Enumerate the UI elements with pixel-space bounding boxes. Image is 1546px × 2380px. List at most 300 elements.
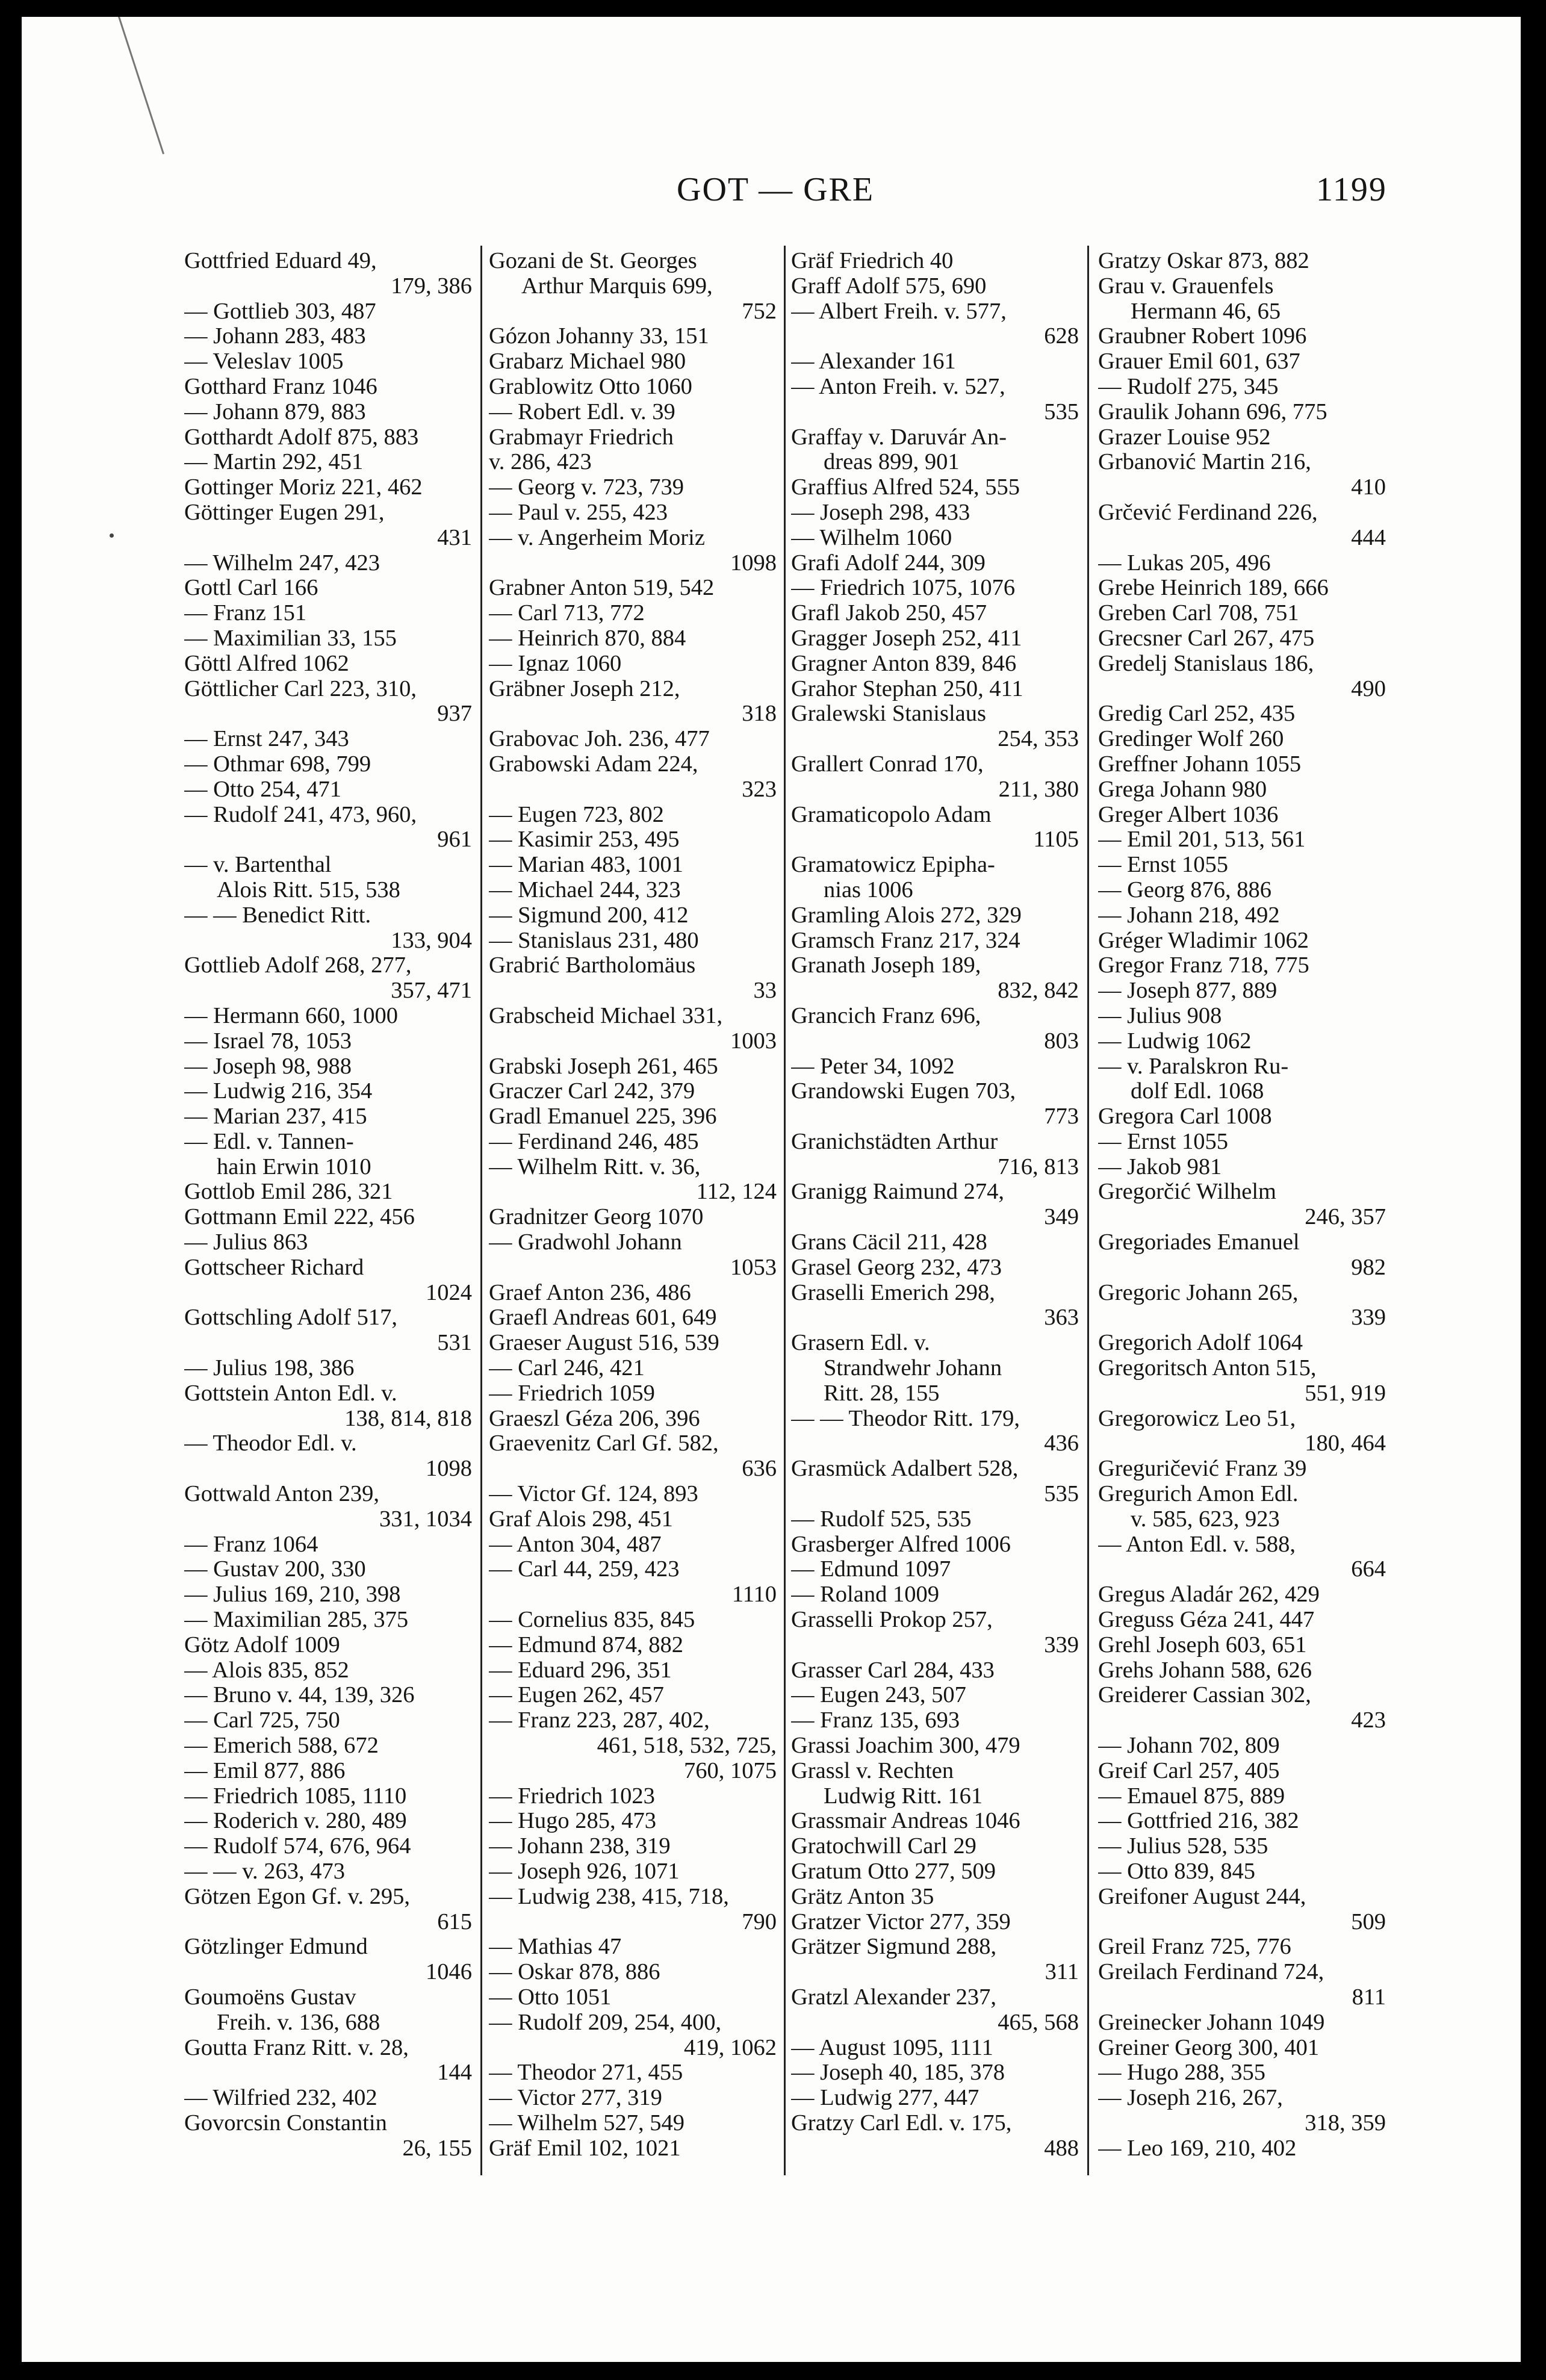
index-entry: [791, 1406, 1079, 1432]
index-entry: [489, 803, 777, 828]
index-entry-text: Freih. v. 136, 688: [217, 2010, 380, 2035]
index-entry: [184, 475, 472, 500]
index-entry-text: Gramaticopolo Adam: [791, 802, 992, 827]
index-entry-text: — Edmund 1097: [791, 1557, 951, 1582]
index-entry-text: Göttlicher Carl 223, 310,: [184, 676, 417, 701]
index-entry-text: 811: [1352, 1984, 1386, 2010]
index-entry-text: Grafl Jakob 250, 457: [791, 601, 987, 626]
index-entry: [1098, 1859, 1386, 1884]
index-entry-text: Grallert Conrad 170,: [791, 751, 984, 777]
index-entry: [489, 1884, 777, 1910]
index-entry-text: — Johann 283, 483: [184, 324, 366, 349]
index-entry-text: Gramsch Franz 217, 324: [791, 928, 1020, 953]
index-entry: [184, 1834, 472, 1859]
index-entry: [489, 1557, 777, 1582]
index-entry: [184, 2111, 472, 2136]
index-entry: [184, 1431, 472, 1456]
index-entry-text: Greilach Ferdinand 724,: [1098, 1960, 1324, 1985]
index-entry-text: Gramling Alois 272, 329: [791, 903, 1022, 928]
index-entry-text: v. 286, 423: [489, 450, 592, 475]
index-entry-text: — Mathias 47: [489, 1934, 622, 1960]
index-entry-text: 410: [1351, 475, 1386, 500]
index-entry: [791, 1910, 1079, 1935]
index-entry-text: 33: [753, 978, 777, 1004]
index-entry-text: Greinecker Johann 1049: [1098, 2010, 1325, 2035]
index-entry-text: — Sigmund 200, 412: [489, 903, 689, 928]
index-entry-text: Grancich Franz 696,: [791, 1003, 981, 1028]
index-entry-text: Gottlob Emil 286, 321: [184, 1179, 393, 1205]
index-entry: [489, 1507, 777, 1532]
index-entry: [184, 1155, 472, 1180]
index-entry-text: — Gottlieb 303, 487: [184, 299, 376, 324]
index-entry-text: — Eugen 723, 802: [489, 802, 664, 827]
index-entry-text: 339: [1351, 1305, 1386, 1331]
index-entry: [489, 1608, 777, 1633]
index-entry: [1098, 1985, 1386, 2010]
index-entry: [184, 1960, 472, 1985]
index-entry: [1098, 551, 1386, 576]
index-entry-text: — Rudolf 241, 473, 960,: [184, 802, 417, 827]
index-entry: [791, 526, 1079, 551]
index-entry: [489, 500, 777, 526]
index-entry-text: Grasel Georg 232, 473: [791, 1255, 1002, 1280]
index-entry-text: Grans Cäcil 211, 428: [791, 1230, 987, 1255]
index-entry-text: Grazer Louise 952: [1098, 424, 1271, 450]
index-entry-text: — Maximilian 33, 155: [184, 626, 397, 651]
index-entry: [1098, 903, 1386, 928]
index-entry: [791, 1784, 1079, 1809]
index-entry-text: Graeser August 516, 539: [489, 1331, 719, 1356]
index-entry: [1098, 576, 1386, 601]
index-entry: [791, 475, 1079, 500]
index-entry-text: — Robert Edl. v. 39: [489, 399, 675, 424]
index-entry-text: Gräf Emil 102, 1021: [489, 2136, 681, 2161]
index-entry: [489, 1305, 777, 1331]
index-entry-text: 363: [1044, 1305, 1079, 1331]
index-entry-text: Grabovac Joh. 236, 477: [489, 727, 710, 752]
index-entry: [791, 1305, 1079, 1331]
index-entry-text: — Gottfried 216, 382: [1098, 1809, 1299, 1834]
index-entry-text: — Ernst 1055: [1098, 1129, 1229, 1154]
index-entry-text: Grabarz Michael 980: [489, 349, 686, 374]
index-entry-text: — Albert Freih. v. 577,: [791, 299, 1007, 324]
index-entry: [184, 400, 472, 425]
index-entry: [791, 701, 1079, 727]
index-entry: [489, 752, 777, 777]
index-entry-text: — Othmar 698, 799: [184, 751, 371, 777]
index-entry: [1098, 1608, 1386, 1633]
index-entry-text: Graevenitz Carl Gf. 582,: [489, 1431, 719, 1456]
index-entry: [791, 2036, 1079, 2061]
index-entry: [184, 1884, 472, 1910]
index-entry-text: — Edmund 874, 882: [489, 1632, 683, 1658]
index-entry: [791, 1179, 1079, 1205]
index-entry: [1098, 2036, 1386, 2061]
index-entry-text: Grandowski Eugen 703,: [791, 1079, 1016, 1104]
index-entry: [791, 1859, 1079, 1884]
index-entry: [791, 1658, 1079, 1683]
index-entry-text: Granichstädten Arthur: [791, 1129, 998, 1154]
index-entry-text: — Otto 839, 845: [1098, 1859, 1255, 1884]
index-entry: [791, 1507, 1079, 1532]
index-entry: [489, 400, 777, 425]
index-entry-text: 179, 386: [391, 273, 472, 299]
index-entry-text: Grau v. Grauenfels: [1098, 273, 1274, 299]
index-entry-text: Graczer Carl 242, 379: [489, 1079, 695, 1104]
index-entry-text: Gredelj Stanislaus 186,: [1098, 651, 1314, 676]
index-entry: [184, 1456, 472, 1482]
index-entry-text: dreas 899, 901: [824, 450, 960, 475]
margin-dot: [110, 533, 114, 538]
index-entry-text: — Oskar 878, 886: [489, 1960, 660, 1985]
index-entry: [1098, 2010, 1386, 2036]
index-entry: [791, 1331, 1079, 1356]
index-entry: [489, 1934, 777, 1960]
index-entry: [1098, 299, 1386, 325]
index-entry-text: Grabrić Bartholomäus: [489, 953, 696, 978]
index-entry-text: — Stanislaus 231, 480: [489, 928, 699, 953]
index-entry: [184, 2036, 472, 2061]
index-entry-text: Grecsner Carl 267, 475: [1098, 626, 1315, 651]
index-entry-text: 318: [742, 701, 777, 727]
index-entry: [791, 249, 1079, 274]
index-entry-text: 246, 357: [1305, 1205, 1386, 1230]
index-entry-text: — Wilhelm Ritt. v. 36,: [489, 1154, 701, 1179]
index-entry: [1098, 626, 1386, 651]
index-entry: [791, 2086, 1079, 2111]
index-entry: [1098, 1784, 1386, 1809]
index-entry: [791, 978, 1079, 1004]
index-entry-text: 133, 904: [391, 928, 472, 953]
index-entry: [1098, 1482, 1386, 1507]
index-entry-text: 444: [1351, 525, 1386, 550]
index-entry-text: — Alexander 161: [791, 349, 956, 374]
index-entry-text: Grasser Carl 284, 433: [791, 1658, 995, 1683]
index-entry: [184, 2060, 472, 2086]
index-entry: [791, 299, 1079, 325]
index-entry-text: — Cornelius 835, 845: [489, 1608, 695, 1633]
index-entry: [489, 903, 777, 928]
index-entry: [489, 1960, 777, 1985]
index-entry: [791, 1054, 1079, 1080]
index-entry: [184, 1129, 472, 1155]
index-entry-text: Grahor Stephan 250, 411: [791, 676, 1023, 701]
index-entry: [184, 651, 472, 677]
index-entry: [184, 1331, 472, 1356]
index-entry: [791, 651, 1079, 677]
index-entry: [791, 1683, 1079, 1708]
index-entry: [184, 1406, 472, 1432]
index-entry-text: — Ernst 247, 343: [184, 727, 349, 752]
index-entry-text: — Rudolf 574, 676, 964: [184, 1834, 411, 1859]
index-entry-text: — Ferdinand 246, 485: [489, 1129, 699, 1154]
index-entry-text: Gregorčić Wilhelm: [1098, 1179, 1277, 1205]
index-entry: [489, 299, 777, 325]
index-entry-text: Goumoëns Gustav: [184, 1984, 356, 2010]
index-entry-text: Gräbner Joseph 212,: [489, 676, 680, 701]
index-entry-text: Greiderer Cassian 302,: [1098, 1683, 1311, 1708]
index-entry: [184, 601, 472, 626]
index-entry: [791, 1079, 1079, 1104]
index-entry-text: 138, 814, 818: [344, 1406, 472, 1431]
index-entry-text: — Joseph 40, 185, 378: [791, 2060, 1005, 2086]
index-entry-text: 254, 353: [998, 727, 1079, 752]
index-entry: [1098, 853, 1386, 878]
index-entry-text: — Franz 223, 287, 402,: [489, 1708, 710, 1733]
index-entry-text: — Martin 292, 451: [184, 450, 364, 475]
index-entry-text: — Julius 198, 386: [184, 1356, 355, 1381]
index-entry: [1098, 1759, 1386, 1784]
index-entry: [791, 677, 1079, 702]
index-entry: [791, 1834, 1079, 1859]
column-divider: [784, 246, 786, 2175]
index-entry-text: — Carl 713, 772: [489, 601, 645, 626]
index-entry-text: Grebe Heinrich 189, 666: [1098, 576, 1329, 601]
index-entry-text: 180, 464: [1305, 1431, 1386, 1456]
index-entry: [184, 827, 472, 853]
index-entry: [489, 450, 777, 475]
index-entry: [489, 1759, 777, 1784]
index-entry: [1098, 2111, 1386, 2136]
index-entry-text: Greil Franz 725, 776: [1098, 1934, 1291, 1960]
index-entry-text: — Wilhelm 1060: [791, 525, 952, 550]
index-entry: [489, 1733, 777, 1759]
index-entry: [1098, 651, 1386, 677]
index-entry-text: 1003: [730, 1028, 777, 1054]
index-entry: [489, 1456, 777, 1482]
index-entry-text: — Johann 879, 883: [184, 399, 366, 424]
index-entry: [489, 878, 777, 903]
index-entry-text: — Ludwig 1062: [1098, 1028, 1252, 1054]
index-entry-text: 803: [1044, 1028, 1079, 1054]
index-entry-text: — Lukas 205, 496: [1098, 550, 1271, 576]
index-entry-text: Grasern Edl. v.: [791, 1331, 930, 1356]
index-entry-text: Ritt. 28, 155: [824, 1381, 940, 1406]
index-entry: [489, 1054, 777, 1080]
index-entry: [1098, 1381, 1386, 1406]
index-entry: [1098, 1155, 1386, 1180]
index-entry-text: Gramatowicz Epipha-: [791, 853, 995, 878]
index-entry: [791, 878, 1079, 903]
index-entry-text: Greiner Georg 300, 401: [1098, 2035, 1320, 2060]
index-entry: [1098, 450, 1386, 475]
index-entry: [489, 1104, 777, 1129]
index-entry-text: Gregoriades Emanuel: [1098, 1230, 1300, 1255]
index-entry: [1098, 601, 1386, 626]
index-entry-text: Gregor Franz 718, 775: [1098, 953, 1309, 978]
index-entry-text: — Georg 876, 886: [1098, 877, 1272, 903]
index-entry: [791, 1557, 1079, 1582]
index-entry-text: — Ignaz 1060: [489, 651, 622, 676]
index-entry: [184, 903, 472, 928]
index-entry-text: — — v. 263, 473: [184, 1859, 345, 1884]
index-entry: [184, 1054, 472, 1080]
index-entry-text: Graffay v. Daruvár An-: [791, 424, 1007, 450]
index-entry-text: Gregoric Johann 265,: [1098, 1280, 1299, 1305]
index-entry-text: Graffius Alfred 524, 555: [791, 475, 1020, 500]
index-entry: [791, 1281, 1079, 1306]
index-entry-text: 636: [742, 1456, 777, 1482]
index-entry: [791, 1104, 1079, 1129]
index-entry: [184, 1985, 472, 2010]
index-entry: [1098, 1658, 1386, 1683]
index-entry: [184, 1230, 472, 1255]
index-entry-text: Graeszl Géza 206, 396: [489, 1406, 700, 1431]
index-entry: [184, 1179, 472, 1205]
index-entry-text: Grabmayr Friedrich: [489, 424, 674, 450]
index-entry: [489, 1985, 777, 2010]
index-entry-text: — Wilfried 232, 402: [184, 2086, 377, 2111]
index-entry-text: 339: [1044, 1632, 1079, 1658]
index-entry: [1098, 1733, 1386, 1759]
index-entry-text: — — Theodor Ritt. 179,: [791, 1406, 1020, 1431]
index-entry-text: — Emil 877, 886: [184, 1758, 346, 1783]
index-entry: [1098, 526, 1386, 551]
running-head: GOT — GRE: [677, 171, 875, 208]
index-entry-text: Hermann 46, 65: [1131, 299, 1281, 324]
index-entry-text: — Theodor Edl. v.: [184, 1431, 357, 1456]
index-entry: [791, 953, 1079, 978]
index-entry-text: 331, 1034: [379, 1506, 472, 1532]
index-entry-text: Gottlieb Adolf 268, 277,: [184, 953, 412, 978]
index-entry-text: Grehl Joseph 603, 651: [1098, 1632, 1307, 1658]
index-entry: [489, 651, 777, 677]
index-entry-text: — Anton 304, 487: [489, 1532, 662, 1557]
index-entry: [184, 1004, 472, 1029]
index-entry: [489, 1834, 777, 1859]
index-entry-text: Grabscheid Michael 331,: [489, 1003, 723, 1028]
index-entry-text: — Rudolf 209, 254, 400,: [489, 2010, 722, 2035]
index-entry: [184, 928, 472, 954]
index-entry: [791, 928, 1079, 954]
index-entry: [791, 1482, 1079, 1507]
index-entry-text: Götzlinger Edmund: [184, 1934, 368, 1960]
index-entry: [1098, 1406, 1386, 1432]
index-entry: [1098, 1809, 1386, 1834]
index-entry: [489, 1658, 777, 1683]
index-entry-text: Greffner Johann 1055: [1098, 751, 1302, 777]
index-entry: [791, 2111, 1079, 2136]
index-entry: [1098, 727, 1386, 752]
index-entry: [791, 551, 1079, 576]
index-entry: [791, 1884, 1079, 1910]
index-entry-text: Govorcsin Constantin: [184, 2110, 387, 2136]
index-entry-text: — Ludwig 216, 354: [184, 1079, 373, 1104]
index-entry: [1098, 1934, 1386, 1960]
index-entry-text: Grätz Anton 35: [791, 1884, 934, 1909]
index-entry-text: — Roland 1009: [791, 1582, 939, 1608]
index-entry: [1098, 249, 1386, 274]
index-entry: [184, 953, 472, 978]
index-entry-text: v. 585, 623, 923: [1131, 1506, 1280, 1532]
index-entry: [791, 2060, 1079, 2086]
index-entry: [1098, 777, 1386, 803]
index-entry-text: 144: [437, 2060, 472, 2086]
index-entry: [489, 2060, 777, 2086]
index-entry-text: Gratochwill Carl 29: [791, 1834, 976, 1859]
index-entry: [489, 1582, 777, 1608]
index-entry-text: Gregorowicz Leo 51,: [1098, 1406, 1296, 1431]
index-entry: [1098, 1910, 1386, 1935]
index-entry: [791, 827, 1079, 853]
index-entry: [184, 500, 472, 526]
index-entry-text: — Rudolf 525, 535: [791, 1506, 972, 1532]
index-entry-text: Gregurich Amon Edl.: [1098, 1482, 1299, 1507]
index-entry-text: Greifoner August 244,: [1098, 1884, 1306, 1909]
index-entry-text: — Emauel 875, 889: [1098, 1783, 1285, 1809]
index-entry: [1098, 1054, 1386, 1080]
index-entry: [489, 1809, 777, 1834]
index-entry: [489, 777, 777, 803]
index-entry-text: — Carl 44, 259, 423: [489, 1557, 680, 1582]
index-entry-text: Gratzl Alexander 237,: [791, 1984, 997, 2010]
index-column-2: [489, 249, 777, 2320]
index-entry-text: 419, 1062: [684, 2035, 777, 2060]
index-entry: [791, 1809, 1079, 1834]
index-entry-text: 318, 359: [1305, 2110, 1386, 2136]
index-entry: [791, 903, 1079, 928]
index-entry: [1098, 701, 1386, 727]
index-entry-text: 112, 124: [696, 1179, 777, 1205]
index-entry-text: Grčević Ferdinand 226,: [1098, 500, 1318, 525]
index-entry-text: — Joseph 926, 1071: [489, 1859, 680, 1884]
index-entry: [791, 1934, 1079, 1960]
index-entry: [489, 677, 777, 702]
index-entry: [489, 601, 777, 626]
index-entry: [489, 526, 777, 551]
index-entry-text: 773: [1044, 1104, 1079, 1129]
index-entry-text: — Hermann 660, 1000: [184, 1003, 398, 1028]
index-entry: [1098, 1683, 1386, 1708]
index-entry-text: 535: [1044, 399, 1079, 424]
index-entry-text: Gräf Friedrich 40: [791, 249, 954, 273]
index-entry: [1098, 1557, 1386, 1582]
index-entry-text: Gottschling Adolf 517,: [184, 1305, 397, 1331]
index-entry: [184, 1104, 472, 1129]
index-entry-text: — Eduard 296, 351: [489, 1658, 672, 1683]
index-entry-text: Grafi Adolf 244, 309: [791, 550, 986, 576]
index-entry: [184, 299, 472, 325]
index-entry: [1098, 953, 1386, 978]
index-entry-text: — Marian 483, 1001: [489, 853, 683, 878]
index-entry: [184, 2010, 472, 2036]
index-entry-text: — Ludwig 238, 415, 718,: [489, 1884, 729, 1909]
index-entry: [791, 1155, 1079, 1180]
index-entry: [791, 1255, 1079, 1281]
index-entry: [1098, 1960, 1386, 1985]
index-entry-text: Gréger Wladimir 1062: [1098, 928, 1309, 953]
index-entry-text: 790: [742, 1909, 777, 1934]
index-entry-text: — Friedrich 1059: [489, 1381, 655, 1406]
index-entry: [184, 1381, 472, 1406]
index-entry-text: 423: [1351, 1708, 1386, 1733]
index-entry: [184, 803, 472, 828]
index-entry-text: Grauer Emil 601, 637: [1098, 349, 1300, 374]
index-entry: [489, 1281, 777, 1306]
index-entry-text: — Bruno v. 44, 139, 326: [184, 1683, 415, 1708]
index-entry-text: Grbanović Martin 216,: [1098, 450, 1311, 475]
index-entry: [184, 677, 472, 702]
index-entry-text: — Veleslav 1005: [184, 349, 344, 374]
index-entry-text: Grasmück Adalbert 528,: [791, 1456, 1019, 1482]
index-entry-text: — Heinrich 870, 884: [489, 626, 686, 651]
index-entry-text: Graef Anton 236, 486: [489, 1280, 691, 1305]
index-entry-text: 961: [437, 827, 472, 853]
index-entry-text: Ludwig Ritt. 161: [824, 1783, 983, 1809]
index-entry: [489, 701, 777, 727]
index-entry: [791, 349, 1079, 374]
index-entry: [489, 349, 777, 374]
